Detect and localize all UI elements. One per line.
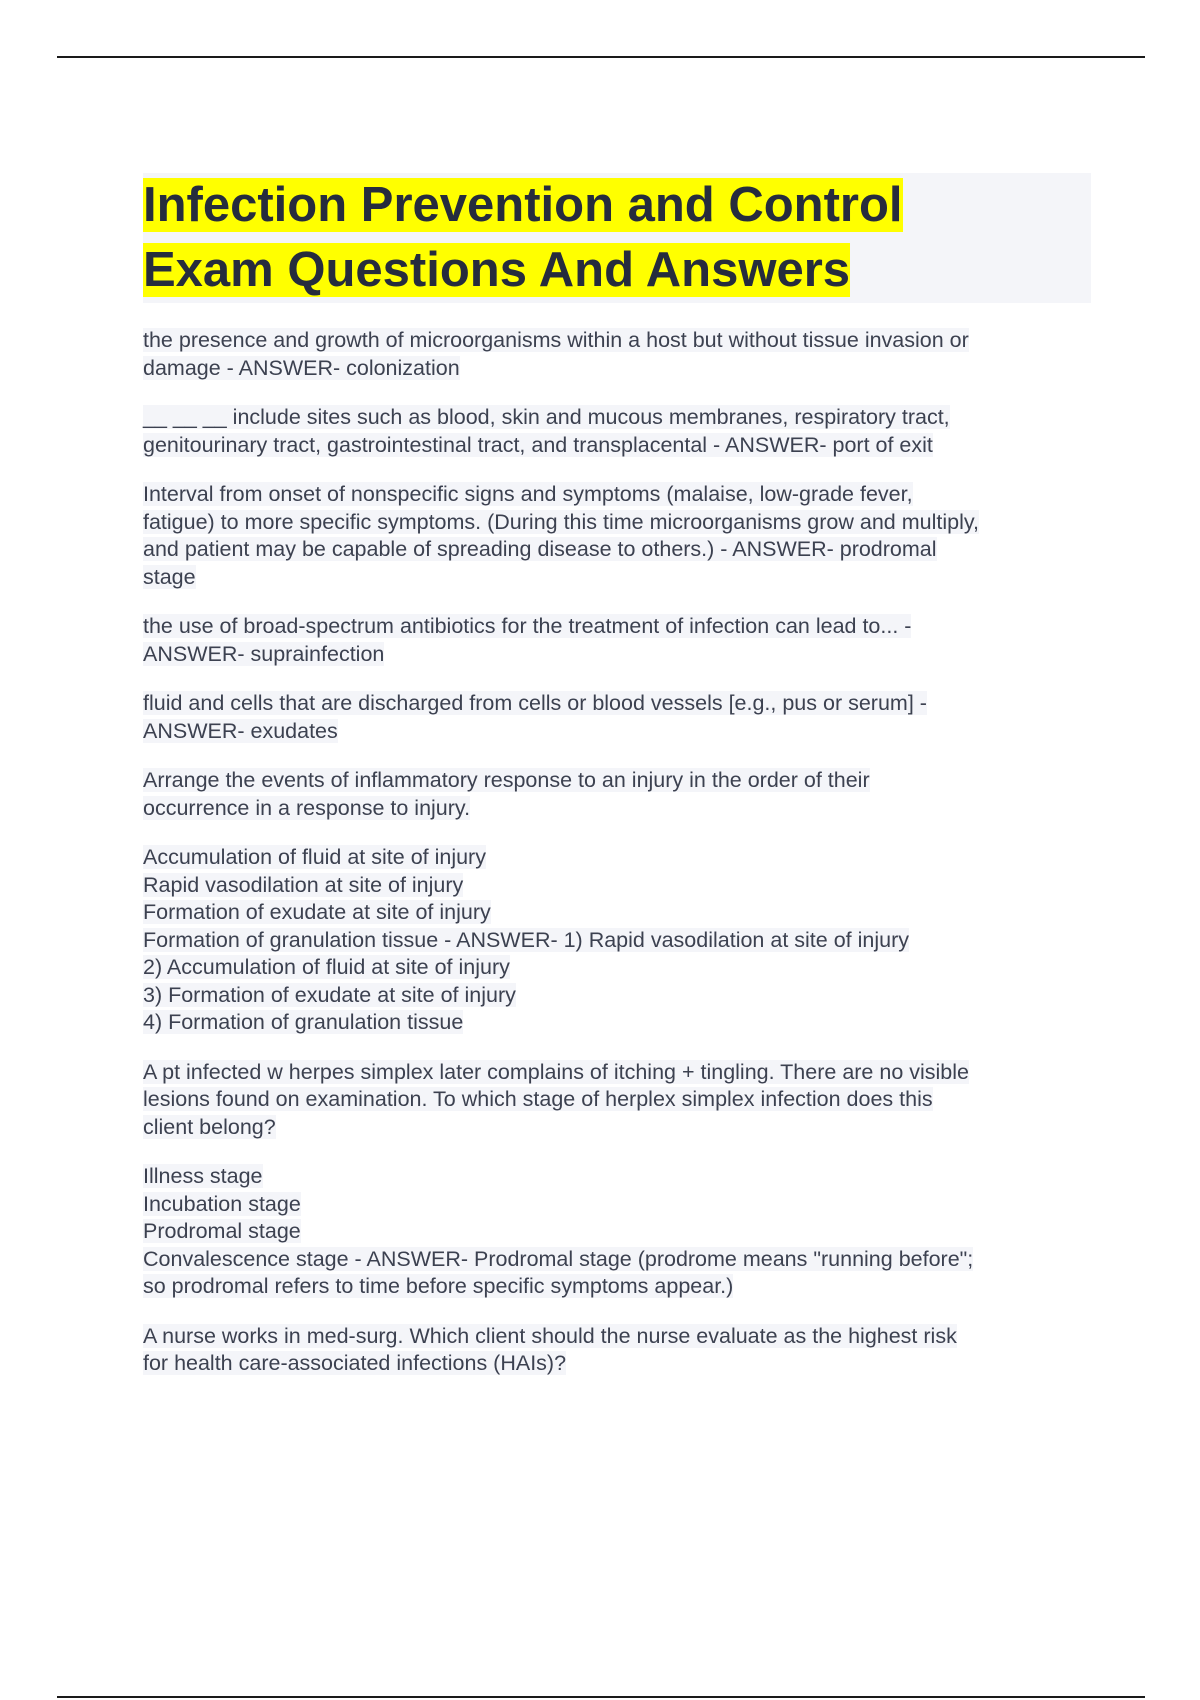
qa-line: Rapid vasodilation at site of injury [143,872,464,897]
qa-line: Interval from onset of nonspecific signs and symptoms (malaise, low-grade fever, [143,482,913,506]
qa-line: the use of broad-spectrum antibiotics for the treatment of infection can lead to... - [143,614,912,638]
qa-line: A pt infected w herpes simplex later complains of itching + tingling. There are no visible [143,1059,969,1084]
title-line-2: Exam Questions And Answers [143,243,851,297]
qa-line: Prodromal stage [143,1219,301,1243]
qa-line: A nurse works in med-surg. Which client should the nurse evaluate as the highest risk [143,1323,957,1348]
qa-list [143,327,1093,1378]
qa-line: Convalescence stage - ANSWER- Prodromal stage (prodrome means "running before"; [143,1246,974,1271]
qa-line: fatigue) to more specific symptoms. (During this time microorganisms grow and multiply, [143,509,979,534]
qa-item [143,404,1093,459]
qa-line: ANSWER- exudates [143,718,338,743]
qa-item [143,690,1093,745]
qa-line: Formation of granulation tissue - ANSWER- 1) Rapid vasodilation at site of injury [143,927,909,952]
qa-item [143,767,1093,822]
qa-line: __ __ __ include sites such as blood, skin and mucous membranes, respiratory tract, [143,405,950,429]
title-block [143,173,1091,303]
qa-item [143,1323,1093,1378]
qa-item [143,327,1093,382]
qa-line: ANSWER- suprainfection [143,641,385,666]
qa-line: stage [143,564,196,589]
qa-line: damage - ANSWER- colonization [143,355,460,380]
qa-line: the presence and growth of microorganisms within a host but without tissue invasion or [143,328,969,352]
qa-line: Illness stage [143,1164,263,1188]
qa-line: fluid and cells that are discharged from cells or blood vessels [e.g., pus or serum] - [143,691,927,715]
qa-line: Accumulation of fluid at site of injury [143,845,486,869]
qa-item [143,844,1093,1037]
qa-line: occurrence in a response to injury. [143,795,471,820]
qa-line: Arrange the events of inflammatory response to an injury in the order of their [143,768,870,792]
qa-line: 2) Accumulation of fluid at site of injury [143,955,510,979]
qa-item [143,1163,1093,1301]
qa-line: Formation of exudate at site of injury [143,900,491,924]
qa-line: for health care-associated infections (HAIs)? [143,1351,567,1375]
qa-line: client belong? [143,1114,276,1139]
top-rule [57,56,1145,58]
qa-item [143,481,1093,591]
qa-line: lesions found on examination. To which stage of herplex simplex infection does this [143,1087,933,1111]
qa-line: Incubation stage [143,1191,301,1216]
bottom-rule [57,1696,1145,1698]
document-body [143,173,1093,1400]
qa-line: 4) Formation of granulation tissue [143,1010,464,1034]
qa-line: and patient may be capable of spreading disease to others.) - ANSWER- prodromal [143,537,937,561]
qa-item [143,1059,1093,1142]
title-line-1: Infection Prevention and Control [143,178,903,232]
qa-line: so prodromal refers to time before specific symptoms appear.) [143,1274,734,1298]
qa-item [143,613,1093,668]
qa-line: genitourinary tract, gastrointestinal tract, and transplacental - ANSWER- port of exit [143,432,933,457]
page-title [143,173,1091,303]
qa-line: 3) Formation of exudate at site of injury [143,982,516,1007]
